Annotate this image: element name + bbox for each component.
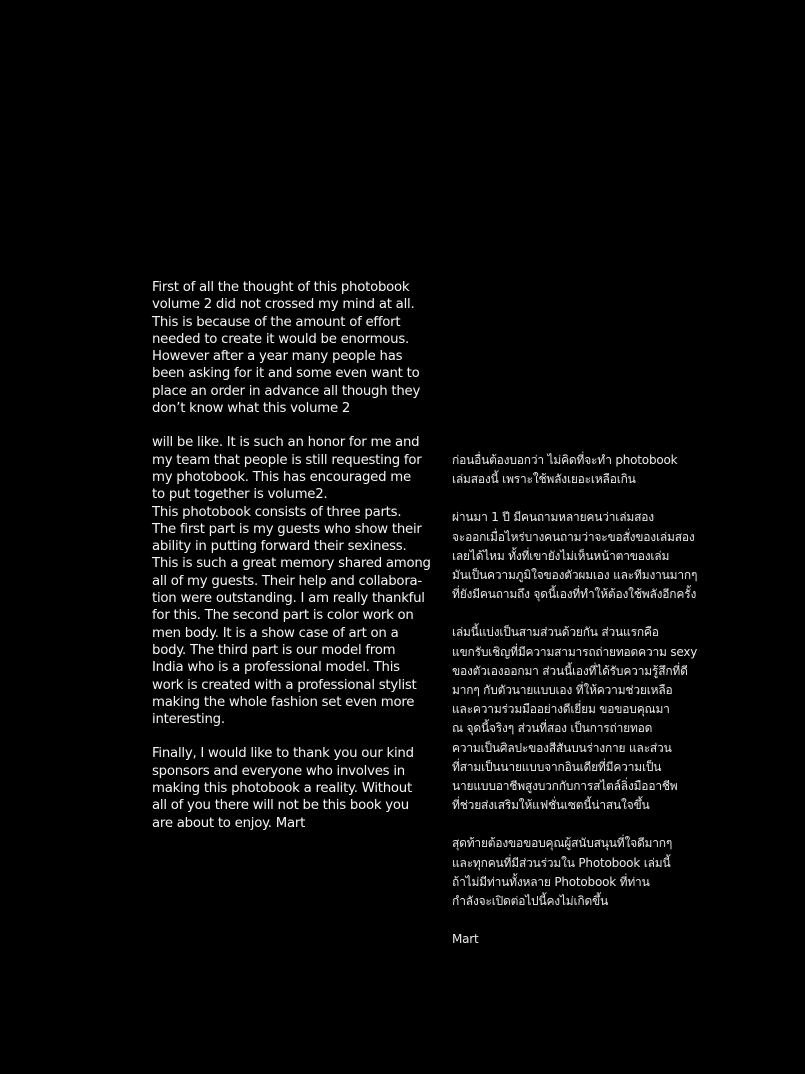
english-paragraph-parts: This photobook consists of three parts. The first part is my guests who show their ability in putting forward their sexiness. This is such a great memory shared among all of my guests. Their help and collabora- tion were outstanding. I am really thankful for this. The second part is color work on men body. It is a show case of art on a body. The third part is our model from India who is a professional model. This work is created with a professional stylist making the whole fashion set even more interesting. [152,504,431,728]
thai-paragraph-parts: เล่มนี้แบ่งเป็นสามส่วนด้วยกัน ส่วนแรกคือ แขกรับเชิญที่มีความสามารถถ่ายทอดความ sexy ของตัวเองออกมา ส่วนนี้เองที่ได้รับความรู้สึกที่ดี มากๆ กับตัวนายแบบเอง ที่ให้ความช่วยเหลือ และความร่วมมืออย่างดีเยี่ยม ขอขอบคุณมา ณ จุดนี้จริงๆ ส่วนที่สอง เป็นการถ่ายทอด ความเป็นศิลปะของสีสันบนร่างกาย และส่วน ที่สามเป็นนายแบบจากอินเดียที่มีความเป็น นายแบบอาชีพสูงบวกกับการสไตล์ลิ่งมืออาชีพ ที่ช่วยส่งเสริมให้แฟชั่นเซตนี้น่าสนใจขึ้น [452,625,698,813]
thai-paragraph-intro: ก่อนอื่นต้องบอกว่า ไม่คิดที่จะทำ photobook เล่มสองนี้ เพราะใช้พลังเยอะเหลือเกิน [452,453,678,487]
thai-signature: Mart [452,932,479,947]
thai-paragraph-thanks: สุดท้ายต้องขอขอบคุณผู้สนับสนุนที่ใจดีมากๆ และทุกคนที่มีส่วนร่วมใน Photobook เล่มนี้ ถ้าไม่มีท่านทั้งหลาย Photobook ที่ท่าน กำลังจะเปิดต่อไปนี้คงไม่เกิดขึ้น [452,836,673,909]
thai-paragraph-honor: ผ่านมา 1 ปี มีคนถามหลายคนว่าเล่มสอง จะออกเมื่อไหร่บางคนถามว่าจะขอสั่งของเล่มสอง เลยได้ไหม ทั้งที่เขายังไม่เห็นหน้าตาของเล่ม มันเป็นความภูมิใจของตัวผมเอง และทีมงานมากๆ ที่ยังมีคนถามถึง จุดนี้เองที่ทำให้ต้องใช้พลังอีกครั้ง [452,510,698,602]
thai-text-column [452,451,744,949]
english-paragraph-intro: First of all the thought of this photobook volume 2 did not crossed my mind at all. This is because of the amount of effort needed to create it would be enormous. However after a year many people has been asking for it and some even want to place an order in advance all though they don’t know what this volume 2 [152,280,421,417]
english-text-column [152,279,444,832]
english-paragraph-thanks: Finally, I would like to thank you our kind sponsors and everyone who involves in making this photobook a reality. Without all of you there will not be this book you are about to enjoy. Mart [152,746,414,831]
english-paragraph-honor: will be like. It is such an honor for me and my team that people is still requesting for my photobook. This has encouraged me to put together is volume2. [152,435,422,503]
